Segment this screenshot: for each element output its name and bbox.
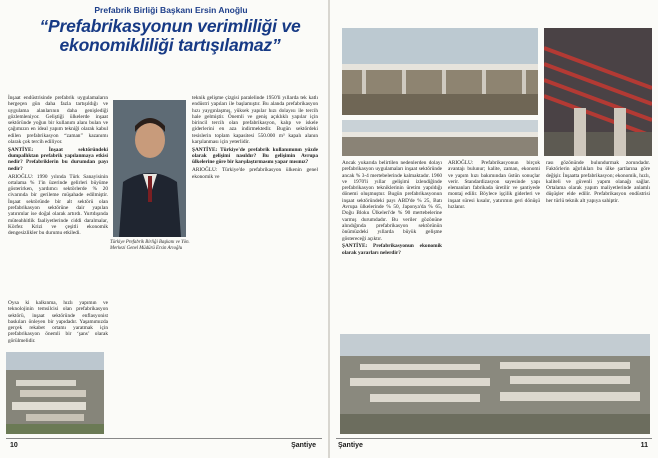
right-column-2 <box>448 160 540 212</box>
bridge-photo-3 <box>342 120 538 156</box>
answer-3: ARIOĞLU: Prefabrikasyonun birçok avantajı bulunur; kalite, zaman, ekonomi ve yapım hızı bakımından üstün sonuçlar verir. Standardizasyon sayesinde yapı elemanları fabrikada üretilir ve şantiyede montaj edilir. Böylece işçilik giderleri ve inşaat süresi kısalır, yatırımın geri dönüşü hızlanır. <box>448 160 540 211</box>
bridge-underside-photo <box>544 28 652 156</box>
left-page-number: 10 <box>10 442 18 449</box>
question-3: ŞANTİYE: Prefabrikasyonun ekonomik olarak yararları nelerdir? <box>342 243 442 256</box>
factory-aerial-photo <box>6 352 104 434</box>
right-page-number: 11 <box>640 442 648 449</box>
answer-1: ARIOĞLU: 1990 yılında Türk Sanayisinin ortalama % 1'in üzerinde gelirleri büyüme gösterirken, yardımcı sektörlerde % 20 civarında bir gerileme müşahade edilmiştir. İnşaat sektöründe bir alt sektörü olan prefabrikasyon sektörüne dair yapılan yatırımlar ise doğal olarak artırdı. Yurtdışında müteahhitlik faaliyetlerinde ciddi daralmalar, Körfez Krizi ve çeşitli ekonomik dengesizlikler bu durumu etkiledi. <box>8 173 108 237</box>
right-column-1-text: Ancak yukarıda belirtilen nedenlerden dolayı prefabrikasyon uygulamaları inşaat sektöründe ancak % 3-4 mertebelerinde kalmaktadır. 1960 ve 1970'li yıllar gelişimi izlendiğinde prefabrikasyon tekniklerinin üretim yapıldığı dönemi oluşmuştur. Bugün prefabrikasyonun inşaat sektöründeki payı ABD'de % 25, Batı Avrupa ülkelerinde % 50, Japonya'da % 65, Doğu Bloku Ülkeleri'de % 90 mertebelerine varmış durumdadır. Bu veriler gözönüne alındığında prefabrikasyon sektörünün önümüzdeki yıllarda büyük gelişme göstereceği açıktır. <box>342 160 442 242</box>
left-footer-rule <box>6 438 322 439</box>
right-column-1 <box>342 160 442 257</box>
left-column-2 <box>192 95 318 181</box>
bridge-photo-1 <box>342 28 538 115</box>
portrait-caption: Türkiye Prefabrik Birliği Başkanı ve Yön. Merkezi Genel Müdürü Ersin Arıoğlu <box>110 240 190 251</box>
plant-aerial-photo <box>340 334 650 434</box>
left-column-1-continued <box>8 300 108 350</box>
answer-1-continued: Oysa ki kalkınma, hızlı yapımın ve teknolojinin temsilcisi olan prefabrikasyon sektörü, inşaat sektöründe enflasyonist baskıları önleyen bir yapıdadır. Yaşamımızda gerçek rekabet ortamı yaratmak için prefabrikasyon önemli bir ‘şans’ olarak görülmelidir. <box>8 300 108 344</box>
column-2-text: teknik gelişme çizgisi paralelinde 1950'li yıllarda tek katlı endüstri yapıları ile başlamıştır. Bu alanda prefabrikasyon hızı yaygınlaşmış, yüksek yapılar hızı dolayısı ile tercih hale gelmiştir. Önemli ve geniş açıklıklı yapılar için birincil tercih olan prefabrikasyon, kalıp ve iskele giderlerini en aza indirmektedir. Bugün sektördeki tesislerin toplam kapasitesi 550.000 m³ kapalı alanın karşılanması için yeterlidir. <box>192 95 318 146</box>
left-footer-title: Şantiye <box>291 442 316 449</box>
left-magazine-page <box>0 0 328 458</box>
right-footer-rule <box>336 438 652 439</box>
intro-paragraph: İnşaat endüstrisinde prefabrik uygulamaların hergeçen gün daha fazla tartışıldığı ve uygulama alanlarının daha genişlediği gözlemleniyor. Geliştiği ülkelerde inşaat sektöründe yoğun bir kullanım alanı bulan ve çağımızın en ideal yapım tekniği olarak kabul edilen prefabrikasyon “zaman” kazanımı olarak çok tercih ediliyor. <box>8 95 108 146</box>
right-footer-title: Şantiye <box>338 442 363 449</box>
right-column-3 <box>546 160 650 206</box>
article-headline: “Prefabrikasyonun verimliliği ve ekonomikliliği tartışılamaz” <box>39 16 301 55</box>
portrait-photo <box>113 100 186 237</box>
question-2: ŞANTİYE: Türkiye'de prefabrik kullanımının yüzde olarak gelişimi nasıldır? Bu gelişimin Avrupa ülkelerine göre bir karşılaştırmasını yapar mısınız? <box>192 146 318 166</box>
answer-2: ARIOĞLU: Türkiye'de prefabrikasyon ülkenin genel ekonomik ve <box>192 167 318 180</box>
question-1: ŞANTİYE: İnşaat sektöründeki dumpallıktan prefabrik yapılanmaya etkisi nedir? Prefabriklerin bu durumdan payı nedir? <box>8 146 108 172</box>
left-column-1 <box>8 95 108 238</box>
right-column-3-text: rası gözönünde bulundurmak zorundadır. Faktörlerin ağırlıkları bu ülke şartlarına göre değişir. İnşaatta prefabrikasyon; ekonomik, hızlı, kaliteli ve güvenli yapım olanağı sağlar. Ortalama olarak yapım maliyetlerinde anlamlı düşüşler elde edilir. Prefabrikasyon endüstrisi her türlü teknik alt yapıya sahiptir. <box>546 160 650 204</box>
article-kicker: Prefabrik Birliği Başkanı Ersin Anoğlu <box>94 5 248 15</box>
